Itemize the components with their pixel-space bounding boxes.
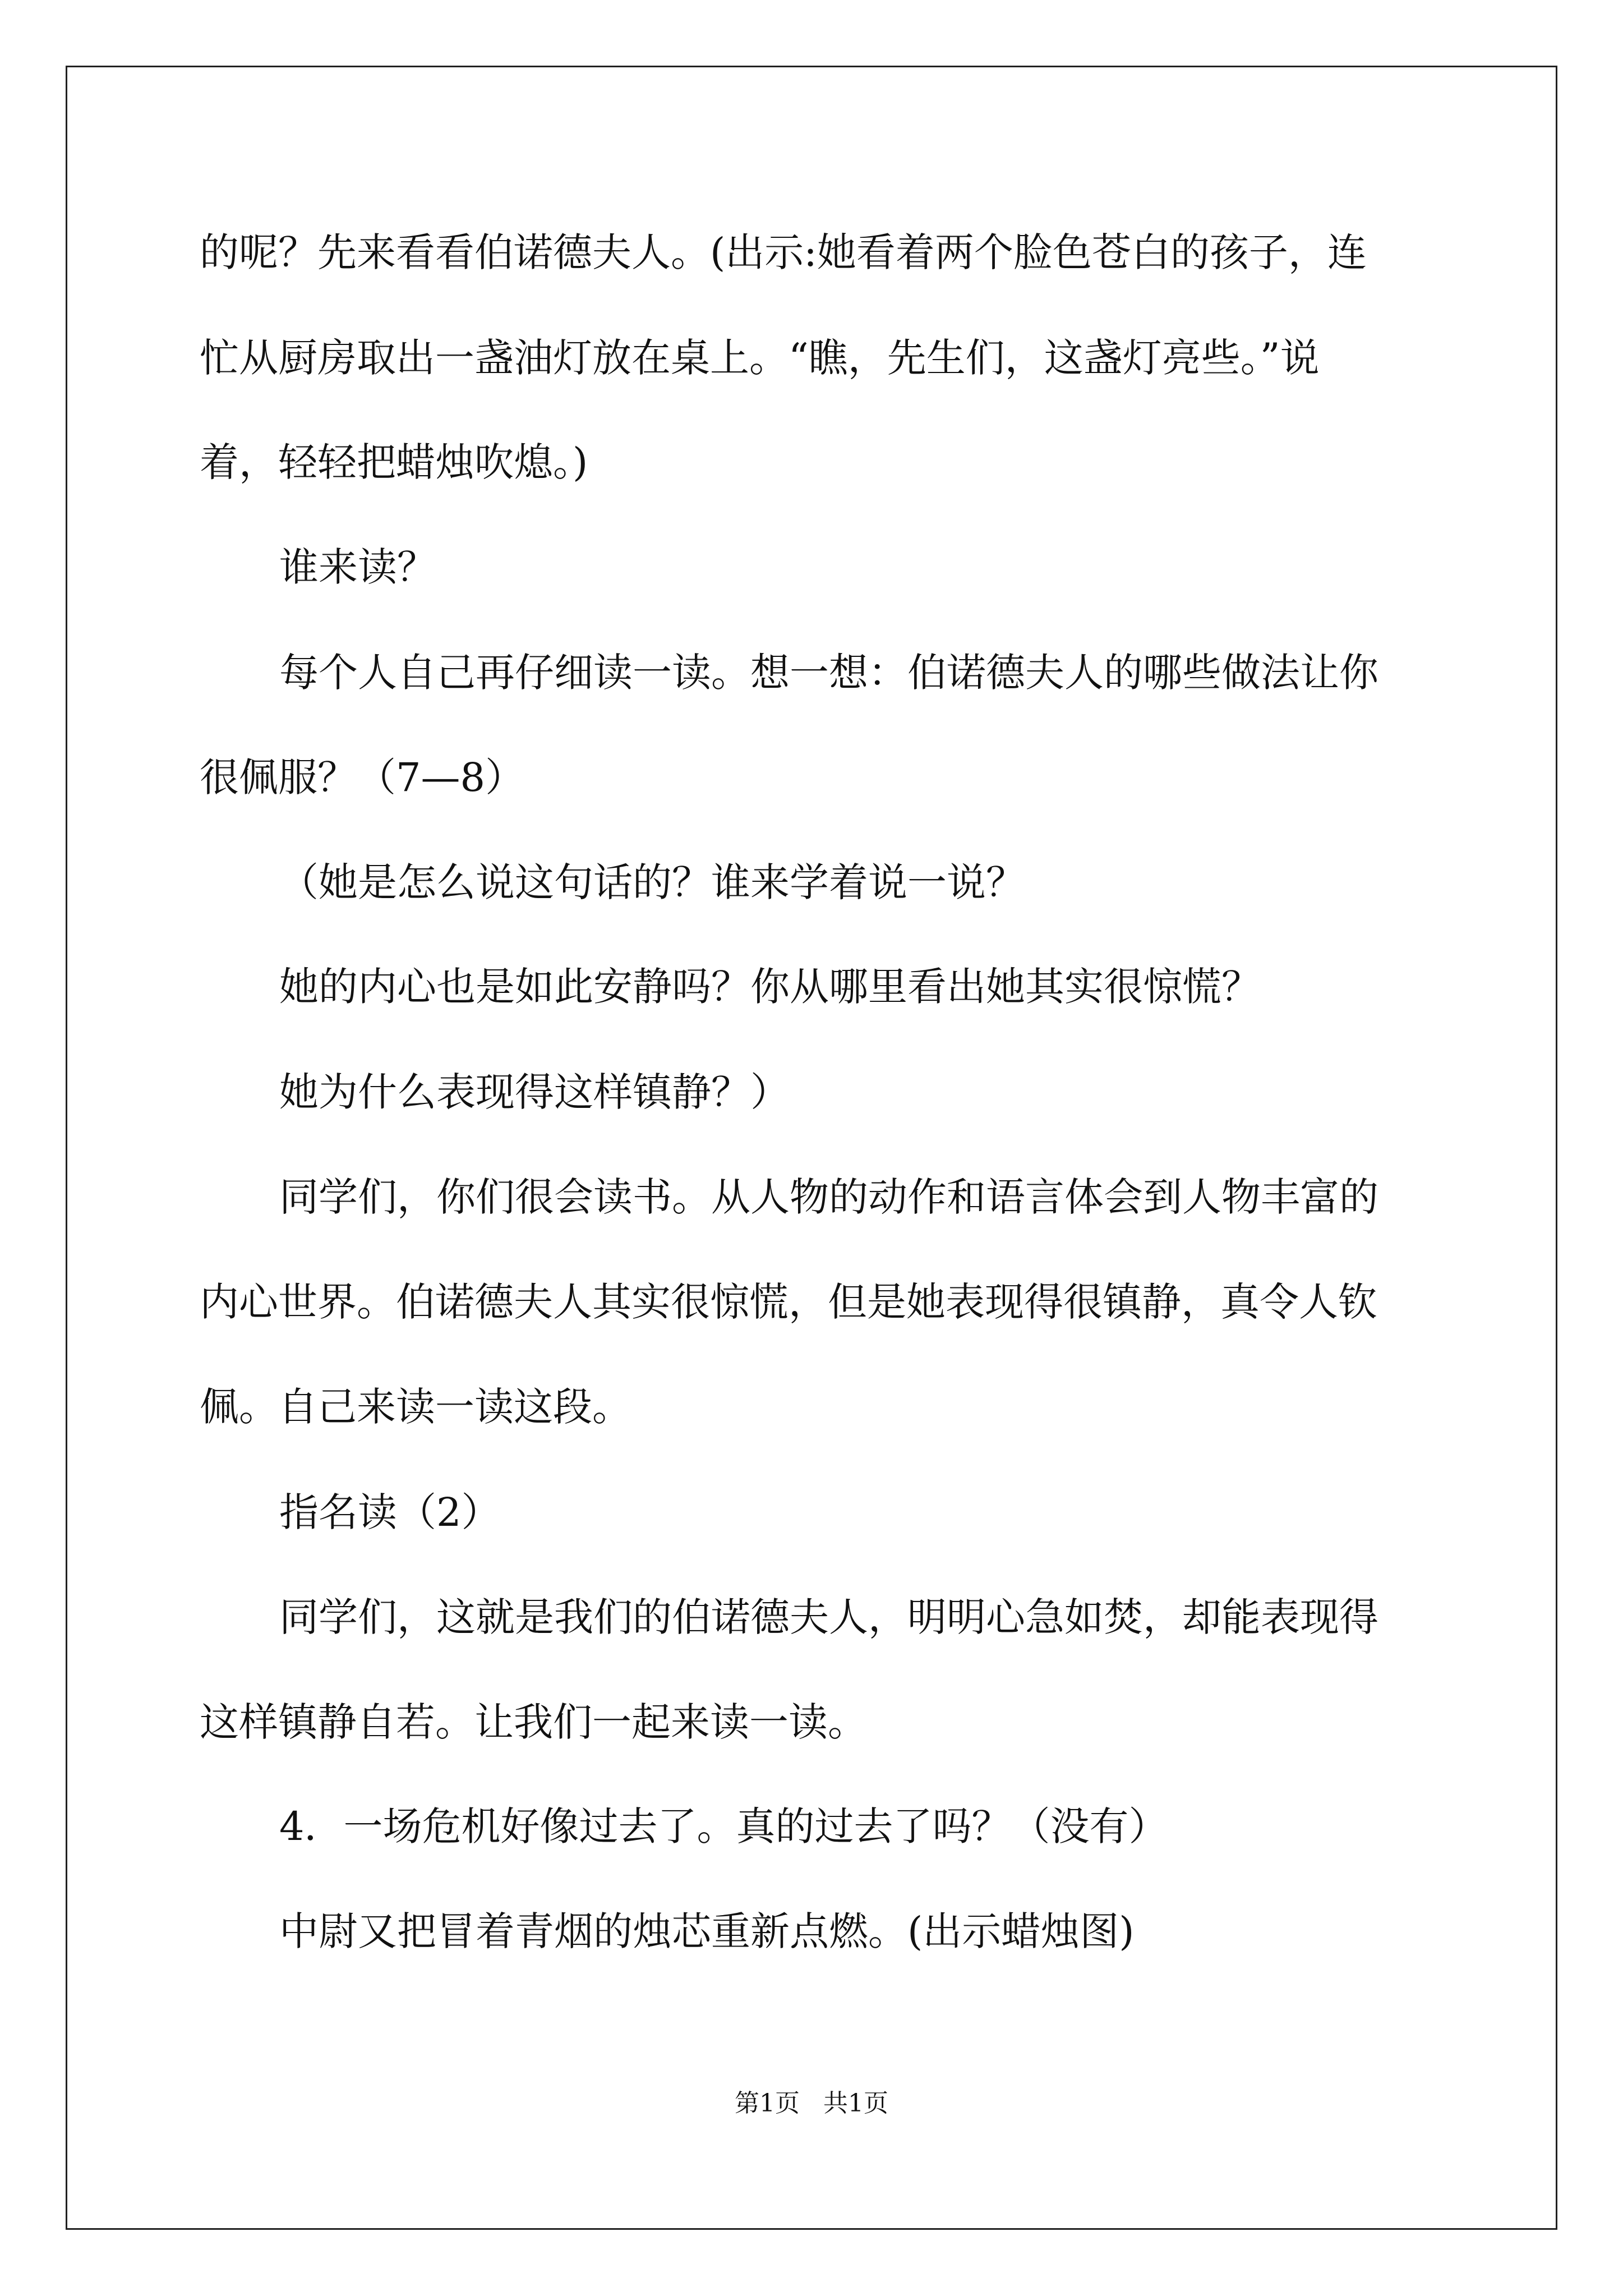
text-line: 中尉又把冒着青烟的烛芯重新点燃。(出示蜡烛图): [279, 1908, 1135, 1954]
text-line: 佩。自己来读一读这段。: [200, 1384, 631, 1430]
text-line: 的呢？先来看看伯诺德夫人。(出示:她看着两个脸色苍白的孩子，连: [200, 229, 1367, 275]
text-line: 每个人自己再仔细读一读。想一想：伯诺德夫人的哪些做法让你: [279, 650, 1378, 696]
text-line: 指名读（2）: [279, 1489, 501, 1535]
text-line: 很佩服？（7—8）: [200, 754, 525, 800]
text-line: 忙从厨房取出一盏油灯放在桌上。“瞧，先生们，这盏灯亮些。”说: [200, 335, 1320, 381]
text-line: （她是怎么说这句话的？谁来学着说一说？: [279, 859, 1025, 905]
text-line: 内心世界。伯诺德夫人其实很惊慌，但是她表现得很镇静，真令人钦: [200, 1279, 1377, 1325]
text-line: 同学们，你们很会读书。从人物的动作和语言体会到人物丰富的: [279, 1174, 1378, 1220]
text-line: 这样镇静自若。让我们一起来读一读。: [200, 1699, 867, 1745]
page-border: [66, 66, 1557, 2230]
text-line: 着，轻轻把蜡烛吹熄。): [200, 439, 588, 485]
text-line: 同学们，这就是我们的伯诺德夫人，明明心急如焚，却能表现得: [279, 1594, 1378, 1640]
text-line: 她的内心也是如此安静吗？你从哪里看出她其实很惊慌？: [279, 964, 1261, 1010]
text-line: 谁来读？: [279, 544, 436, 590]
text-line: 她为什么表现得这样镇静？）: [279, 1069, 790, 1115]
text-line: 4．一场危机好像过去了。真的过去了吗？（没有）: [279, 1803, 1168, 1849]
page-number-footer: 第1页 共1页: [735, 2089, 888, 2118]
